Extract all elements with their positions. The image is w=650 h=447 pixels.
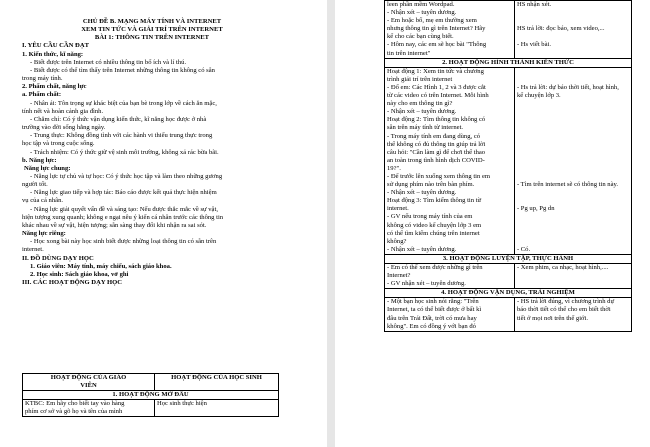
cell-line: không". Em có đồng ý với bạn đó <box>387 322 476 330</box>
lesson-plan-text <box>22 18 282 287</box>
cell-line: - Nhận xét – tuyên dương. <box>387 9 457 17</box>
text-line: - Biết được có thể tìm thấy trên Internet những thông tin không có sẵn <box>30 66 215 74</box>
text-line: 2. Học sinh: Sách giáo khoa, vở ghi <box>30 270 129 278</box>
cell-line: - Hôm nay, các em sẽ học bài "Thông <box>387 41 487 49</box>
text-line: học tập và trong cuộc sống. <box>22 140 95 148</box>
table-cell-student <box>514 67 631 254</box>
text-line: - Trách nhiệm: Có ý thức giữ vệ sinh môi trường, không xả rác bừa bãi. <box>30 148 219 156</box>
cell-line <box>517 323 629 331</box>
cell-line: - Hs viết bài. <box>516 41 551 49</box>
cell-line <box>517 9 629 17</box>
text-line: a. Phẩm chất: <box>22 91 62 99</box>
cell-line <box>517 165 629 173</box>
text-line: - Năng lực giải quyết vấn đề và sáng tạo: Nếu được thắc mắc về sự vật, <box>30 205 218 213</box>
text-line: người tốt. <box>22 181 48 189</box>
text-line: I. YÊU CẦU CẦN ĐẠT <box>22 42 89 50</box>
activity-table-left <box>22 373 279 417</box>
cell-line: internet. <box>387 205 409 213</box>
cell-line: Internet, ta có thể biết được ở bất kì <box>387 306 482 314</box>
text-line: - Chăm chỉ: Có ý thức vận dụng kiến thức, kĩ năng học được ở nhà <box>30 115 207 123</box>
cell-line: - Em có thể xem được những gì trên <box>387 264 483 271</box>
cell-line <box>517 108 629 116</box>
cell-line: HS trả lời: đọc báo, xem video,... <box>516 25 605 33</box>
text-line: 1. Kiến thức, kĩ năng: <box>22 50 84 58</box>
cell-line <box>517 213 629 221</box>
cell-line <box>517 272 629 280</box>
cell-line: Hoạt động 3: Tìm kiếm thông tin từ <box>387 197 482 205</box>
cell-line <box>517 100 629 108</box>
text-line: - Trung thực: Không đồng tình với các hành vi thiếu trung thực trong <box>30 132 213 140</box>
text-line: khác nhau về sự vật, hiện tượng; sẵn sàng thay đổi khi nhận ra sai sót. <box>22 221 207 229</box>
cell-line <box>517 280 629 288</box>
table-cell-teacher <box>385 67 515 254</box>
doc-title-1: CHỦ ĐỀ B. MẠNG MÁY TÍNH VÀ INTERNET <box>82 18 222 25</box>
cell-line: này cho em thông tin gì? <box>387 100 453 108</box>
cell-line <box>517 50 629 58</box>
cell-line: 19?". <box>387 164 401 172</box>
cell-line: - Xem phim, ca nhạc, hoạt hình,.... <box>516 264 609 271</box>
cell-line: tiết ở mọi nơi trên thế giới. <box>516 314 589 322</box>
table-cell-student <box>514 264 631 289</box>
cell-line <box>517 68 629 76</box>
text-line: - Năng lực tự chủ và tự học: Có ý thức học tập và làm theo những gương <box>30 172 223 180</box>
cell-line: - Nhận xét – tuyên dương. <box>387 245 457 253</box>
cell-line <box>517 230 629 238</box>
cell-line <box>517 197 629 205</box>
text-line: 2. Phẩm chất, năng lực <box>22 83 87 91</box>
text-line: Năng lực riêng: <box>22 230 66 238</box>
text-line: hiện tượng xung quanh; không e ngại nêu ý kiến cá nhân trước các thông tin <box>22 213 224 221</box>
cell-line: an toàn trong tình hình dịch COVID- <box>387 156 485 164</box>
cell-line: - Pg up, Pg dn <box>516 205 555 213</box>
cell-line: tin trên internet" <box>387 49 431 57</box>
table-cell-teacher <box>385 264 515 289</box>
cell-line: - Một bạn học sinh nói rằng: "Trên <box>387 298 479 306</box>
cell-line: Hoạt động 1: Xem tin tức và chương <box>387 67 484 75</box>
cell-line: kể cho các bạn cùng biết. <box>387 33 454 41</box>
table-cell-student <box>514 298 631 331</box>
document-page-right <box>335 0 650 447</box>
table-cell-teacher <box>385 1 515 59</box>
table-cell-teacher: KTBC: Em hãy cho biết tay vào hàng phím cơ sở và gõ họ và tên của mình <box>23 400 155 417</box>
doc-title-3: BÀI 1: THÔNG TIN TRÊN INTERNET <box>94 34 210 42</box>
cell-line: sẵn trên máy tính từ internet. <box>387 124 464 132</box>
text-line: Năng lực chung: <box>24 164 71 172</box>
text-line: vụ của cá nhân. <box>22 197 64 205</box>
cell-line: Internet? <box>387 272 411 280</box>
cell-line: trình giải trí trên internet <box>387 75 453 83</box>
cell-line: sử dụng phím nào trên bàn phím. <box>387 181 475 189</box>
section-header: 3. HOẠT ĐỘNG LUYỆN TẬP, THỰC HÀNH <box>385 254 632 263</box>
table-cell-student: Học sinh thực hiện <box>155 400 279 417</box>
cell-line <box>517 76 629 84</box>
text-line: - Năng lực giao tiếp và hợp tác: Báo cáo được kết quả thực hiện nhiệm <box>30 189 217 197</box>
cell-line: thể không có đủ thông tin giúp trả lời <box>387 140 486 148</box>
text-line: trong máy tính. <box>22 75 63 83</box>
text-line: tính nết và hoàn cảnh gia đình. <box>22 107 104 115</box>
cell-line <box>517 157 629 165</box>
text-line: trường vào đời sống hằng ngày. <box>22 124 106 132</box>
activity-table-right <box>384 0 632 332</box>
cell-line: báo thời tiết có thể cho em biết thời <box>516 306 611 314</box>
cell-line: - Hs trả lời: dự báo thời tiết, hoạt hình, <box>516 83 619 91</box>
cell-line <box>517 133 629 141</box>
cell-line: - Có. <box>516 245 531 253</box>
text-line: b. Năng lực: <box>22 156 57 164</box>
cell-line <box>517 238 629 246</box>
cell-line: - Tìm trên internet sẽ có thông tin này. <box>516 181 619 189</box>
cell-line: - Đố em: Các Hình 1, 2 và 3 được cắt <box>387 83 486 91</box>
table-header-student: HOẠT ĐỘNG CỦA HỌC SINH <box>155 374 279 391</box>
cell-line <box>517 116 629 124</box>
cell-line: leen phần mềm Wordpad. <box>387 1 455 8</box>
cell-line: đâu trên Trái Đất, trời có mưa hay <box>387 314 477 322</box>
cell-line: có thể tìm kiếm chúng trên internet <box>387 229 480 237</box>
text-line: II. ĐỒ DÙNG DẠY HỌC <box>22 254 94 262</box>
doc-title-2: XEM TIN TỨC VÀ GIẢI TRÍ TRÊN INTERNET <box>81 26 223 34</box>
cell-line: câu hỏi: "Cần làm gì để chơi thể thao <box>387 148 486 156</box>
cell-line: nhưng thông tin gì trên Internet? Hãy <box>387 25 486 33</box>
text-line: 1. Giáo viên: Máy tính, máy chiếu, sách giáo khoa. <box>30 262 172 270</box>
text-line: internet. <box>22 246 44 254</box>
cell-line: - Trong máy tính em đang dùng, có <box>387 132 481 140</box>
table-header-teacher: HOẠT ĐỘNG CỦA GIÁO VIÊN <box>23 374 155 391</box>
cell-line <box>517 189 629 197</box>
cell-line: - GV nhận xét – tuyên dương. <box>387 280 466 288</box>
section-header: 2. HOẠT ĐỘNG HÌNH THÀNH KIẾN THỨC <box>385 58 632 67</box>
cell-line <box>517 124 629 132</box>
cell-line: HS nhận xét. <box>516 1 552 8</box>
cell-line <box>517 149 629 157</box>
table-cell-teacher <box>385 298 515 331</box>
cell-line: không? <box>387 237 407 245</box>
cell-line: - Nhận xét – tuyên dương. <box>387 108 457 116</box>
cell-line: Hoạt động 2: Tìm thông tin không có <box>387 116 486 124</box>
cell-line <box>517 222 629 230</box>
cell-line: - Nhận xét – tuyên dương. <box>387 189 457 197</box>
cell-line <box>517 17 629 25</box>
text-line: - Biết được trên Internet có nhiều thông tin bổ ích và lí thú. <box>30 58 187 66</box>
cell-line: - Em hoặc bố, mẹ em thường xem <box>387 17 477 25</box>
text-line: - Nhân ái: Tôn trọng sự khác biệt của bạn bè trong lớp về cách ăn mặc, <box>30 99 217 107</box>
page-gap <box>327 0 335 447</box>
text-line: - Học xong bài này học sinh biết được những loại thông tin có sẵn trên <box>30 238 217 246</box>
text-line: III. CÁC HOẠT ĐỘNG DẠY HỌC <box>22 279 123 286</box>
cell-line <box>517 141 629 149</box>
cell-line: không có video kể chuyện lớp 3 em <box>387 221 482 229</box>
cell-line: từ các video có trên Internet. Mỗi hình <box>387 92 489 100</box>
section-opening: 1. HOẠT ĐỘNG MỞ ĐẦU <box>23 391 279 400</box>
section-header: 4. HOẠT ĐỘNG VẬN DỤNG, TRẢI NGHIỆM <box>385 289 632 298</box>
cell-line: kể chuyện lớp 3. <box>516 92 561 100</box>
cell-line: - Để trước lên xuống xem thông tin em <box>387 172 491 180</box>
table-cell-student <box>514 1 631 59</box>
cell-line: - HS trả lời đúng, vì chương trình dự <box>516 298 615 306</box>
cell-line <box>517 33 629 41</box>
cell-line: - GV nếu trong máy tính của em <box>387 213 473 221</box>
cell-line <box>517 173 629 181</box>
